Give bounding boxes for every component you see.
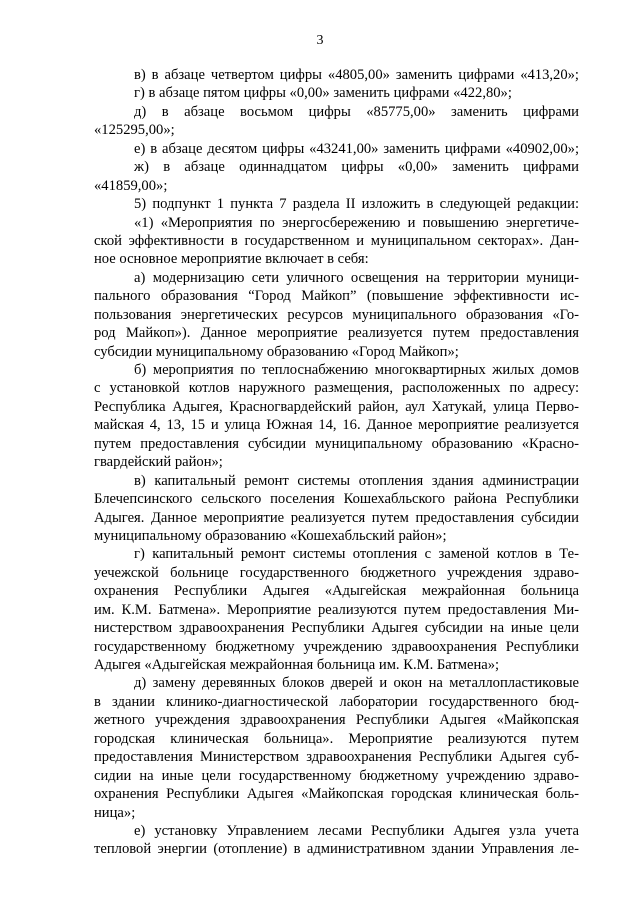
text-line: «1) «Мероприятия по энергосбережению и повышению энергетиче- xyxy=(134,214,579,231)
text-line: муниципальному образованию «Кошехабльский район»; xyxy=(94,527,447,544)
text-line: пального образования “Город Майкоп” (повышение эффективности ис- xyxy=(94,288,579,305)
text-line: в) в абзаце четвертом цифры «4805,00» заменить цифрами «413,20»; xyxy=(134,67,579,83)
text-line: охранения Республики Адыгея «Майкопская городская клиническая боль- xyxy=(94,786,579,803)
text-line: ской эффективности в государственном и муниципальном секторах». Дан- xyxy=(94,232,579,249)
text-line: 5) подпункт 1 пункта 7 раздела II изложить в следующей редакции: xyxy=(134,196,579,213)
text-line: им. К.М. Батмена». Мероприятие реализуются путем предоставления Ми- xyxy=(94,601,579,618)
text-line: субсидии муниципальному образованию «Город Майкоп»; xyxy=(94,343,459,360)
text-line: в) капитальный ремонт системы отопления здания администрации xyxy=(134,472,579,489)
text-line: род Майкоп»). Данное мероприятие реализуется путем предоставления xyxy=(94,325,579,342)
text-line: тепловой энергии (отопление) в административном здании Управления ле- xyxy=(94,841,579,858)
text-line: с установкой котлов наружного размещения, расположенных по адресу: xyxy=(94,380,579,397)
text-line: нистерством здравоохранения Республики Адыгея субсидии на иные цели xyxy=(94,620,579,637)
text-line: д) замену деревянных блоков дверей и окон на металлопластиковые xyxy=(134,675,579,692)
text-line: а) модернизацию сети уличного освещения на территории муници- xyxy=(134,269,579,286)
text-line: городская клиническая больница». Мероприятие реализуются путем xyxy=(94,730,579,747)
text-line: г) в абзаце пятом цифры «0,00» заменить цифрами «422,80»; xyxy=(134,85,512,102)
text-line: жетного учреждения здравоохранения Республики Адыгея «Майкопская xyxy=(94,712,579,729)
text-line: г) капитальный ремонт системы отопления с заменой котлов в Те- xyxy=(134,546,579,563)
text-line: государственному бюджетному учреждению здравоохранения Республики xyxy=(94,638,579,655)
text-line: Блечепсинского сельского поселения Кошехабльского района Республики xyxy=(94,491,579,508)
text-line: пользования энергетических ресурсов муниципального образования «Го- xyxy=(94,306,579,323)
text-line: предоставления Министерством здравоохранения Республики Адыгея суб- xyxy=(94,749,579,766)
text-line: в здании клинико-диагностической лаборатории государственного бюд- xyxy=(94,693,579,710)
text-line: Адыгея «Адыгейская межрайонная больница им. К.М. Батмена»; xyxy=(94,657,500,673)
text-line: Республика Адыгея, Красногвардейский район, аул Хатукай, улица Перво- xyxy=(94,398,579,415)
text-line: е) установку Управлением лесами Республики Адыгея узла учета xyxy=(134,822,579,839)
document-body xyxy=(94,66,579,859)
text-line: майская 4, 13, 15 и улица Южная 14, 16. Данное мероприятие реализуется xyxy=(94,417,579,434)
text-line: б) мероприятия по теплоснабжению многоквартирных жилых домов xyxy=(134,362,579,378)
text-line: Адыгея. Данное мероприятие реализуется путем предоставления субсидии xyxy=(94,509,579,526)
text-line: е) в абзаце десятом цифры «43241,00» заменить цифрами «40902,00»; xyxy=(134,140,579,157)
text-line: уечежской больнице государственного бюджетного учреждения здраво- xyxy=(94,564,579,581)
text-line: гвардейский район»; xyxy=(94,454,223,471)
text-line: ница»; xyxy=(94,804,136,821)
text-line: ж) в абзаце одиннадцатом цифры «0,00» заменить цифрами xyxy=(134,159,579,176)
text-line: охранения Республики Адыгея «Адыгейская межрайонная больница xyxy=(94,583,579,600)
text-line: «125295,00»; xyxy=(94,122,175,139)
text-line: «41859,00»; xyxy=(94,177,168,194)
text-line: сидии на иные цели государственному бюджетному учреждению здраво- xyxy=(94,767,579,784)
page-number: 3 xyxy=(316,33,324,48)
text-line: д) в абзаце восьмом цифры «85775,00» заменить цифрами xyxy=(134,103,579,120)
text-line: путем предоставления субсидии муниципальному образованию «Красно- xyxy=(94,435,579,452)
text-line: ное основное мероприятие включает в себя: xyxy=(94,251,369,268)
